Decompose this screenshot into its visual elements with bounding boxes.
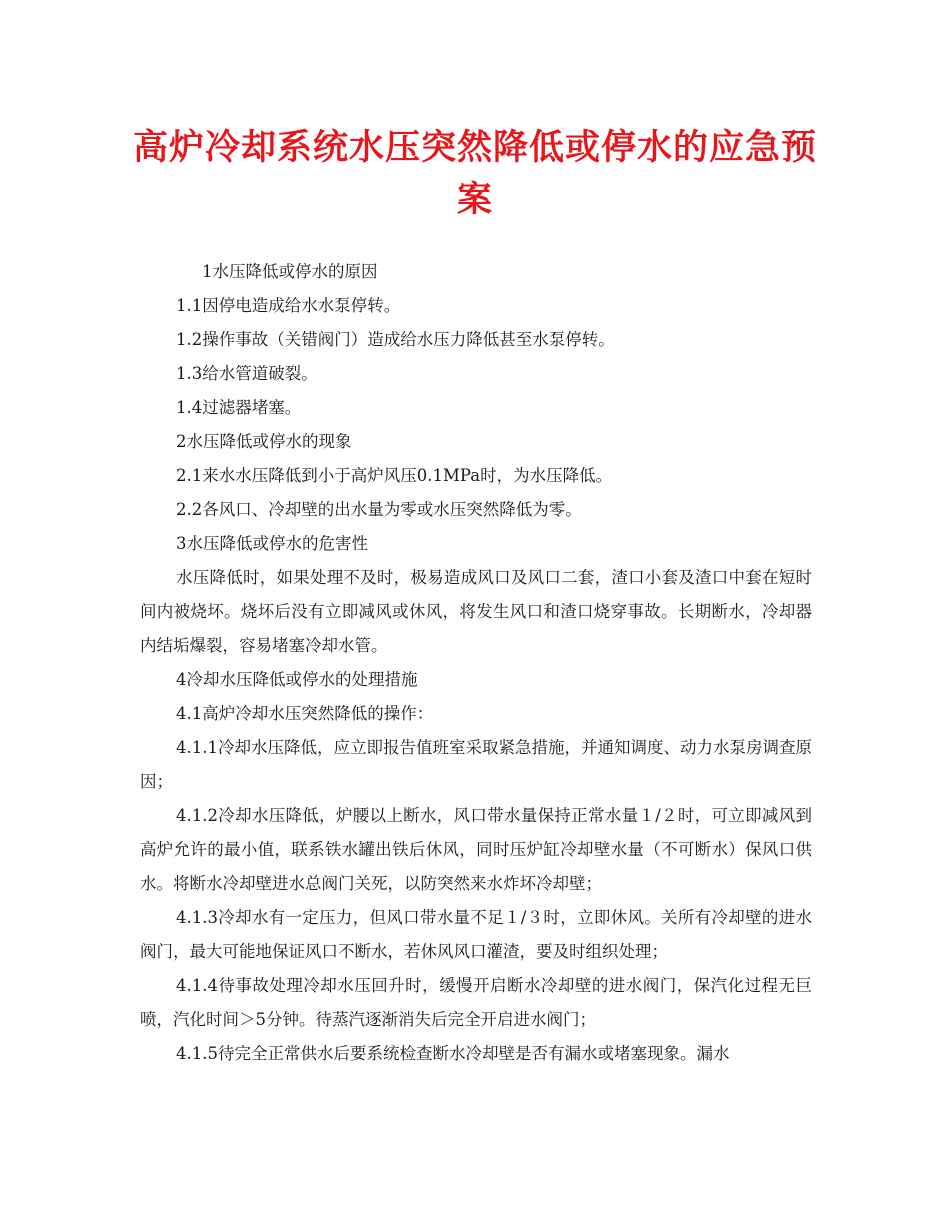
paragraph-4-1-3: 4.1.3冷却水有一定压力，但风口带水量不足１/３时，立即休风。关所有冷却壁的进水阀门，最大可能地保证风口不断水，若休风风口灌渣，要及时组织处理； <box>140 908 812 961</box>
section-heading-measures: 4冷却水压降低或停水的处理措施 <box>176 670 418 689</box>
paragraph-4-1-4: 4.1.4待事故处理冷却水压回升时，缓慢开启断水冷却壁的进水阀门，保汽化过程无巨喷，汽化时间＞5分钟。待蒸汽逐渐消失后完全开启进水阀门； <box>140 976 812 1029</box>
paragraph-4-1: 4.1高炉冷却水压突然降低的操作： <box>176 704 434 723</box>
section-heading-hazards: 3水压降低或停水的危害性 <box>176 534 368 553</box>
paragraph-2-1: 2.1来水水压降低到小于高炉风压0.1MPa时，为水压降低。 <box>176 466 613 485</box>
section-heading-causes: 1水压降低或停水的原因 <box>202 262 378 281</box>
paragraph-2-2: 2.2各风口、冷却壁的出水量为零或水压突然降低为零。 <box>176 500 582 519</box>
section-heading-phenomena: 2水压降低或停水的现象 <box>176 432 352 451</box>
paragraph-hazards: 水压降低时，如果处理不及时，极易造成风口及风口二套，渣口小套及渣口中套在短时间内被烧坏。烧坏后没有立即减风或休风，将发生风口和渣口烧穿事故。长期断水，冷却器内结垢爆裂，容易堵塞冷却水管。 <box>140 568 812 655</box>
paragraph-4-1-1: 4.1.1冷却水压降低，应立即报告值班室采取紧急措施，并通知调度、动力水泵房调查原因； <box>140 738 812 791</box>
document-body <box>140 255 812 1071</box>
paragraph-1-3: 1.3给水管道破裂。 <box>176 364 318 383</box>
paragraph-4-1-2: 4.1.2冷却水压降低，炉腰以上断水，风口带水量保持正常水量１/２时，可立即减风到高炉允许的最小值，联系铁水罐出铁后休风，同时压炉缸冷却壁水量（不可断水）保风口供水。将断水冷却壁进水总阀门关死，以防突然来水炸坏冷却壁； <box>140 806 812 893</box>
paragraph-1-4: 1.4过滤器堵塞。 <box>176 398 302 417</box>
paragraph-1-1: 1.1因停电造成给水水泵停转。 <box>176 296 401 315</box>
paragraph-1-2: 1.2操作事故（关错阀门）造成给水压力降低甚至水泵停转。 <box>176 330 615 349</box>
paragraph-4-1-5: 4.1.5待完全正常供水后要系统检查断水冷却壁是否有漏水或堵塞现象。漏水 <box>176 1044 730 1063</box>
document-title: 高炉冷却系统水压突然降低或停水的应急预案 <box>132 128 817 220</box>
